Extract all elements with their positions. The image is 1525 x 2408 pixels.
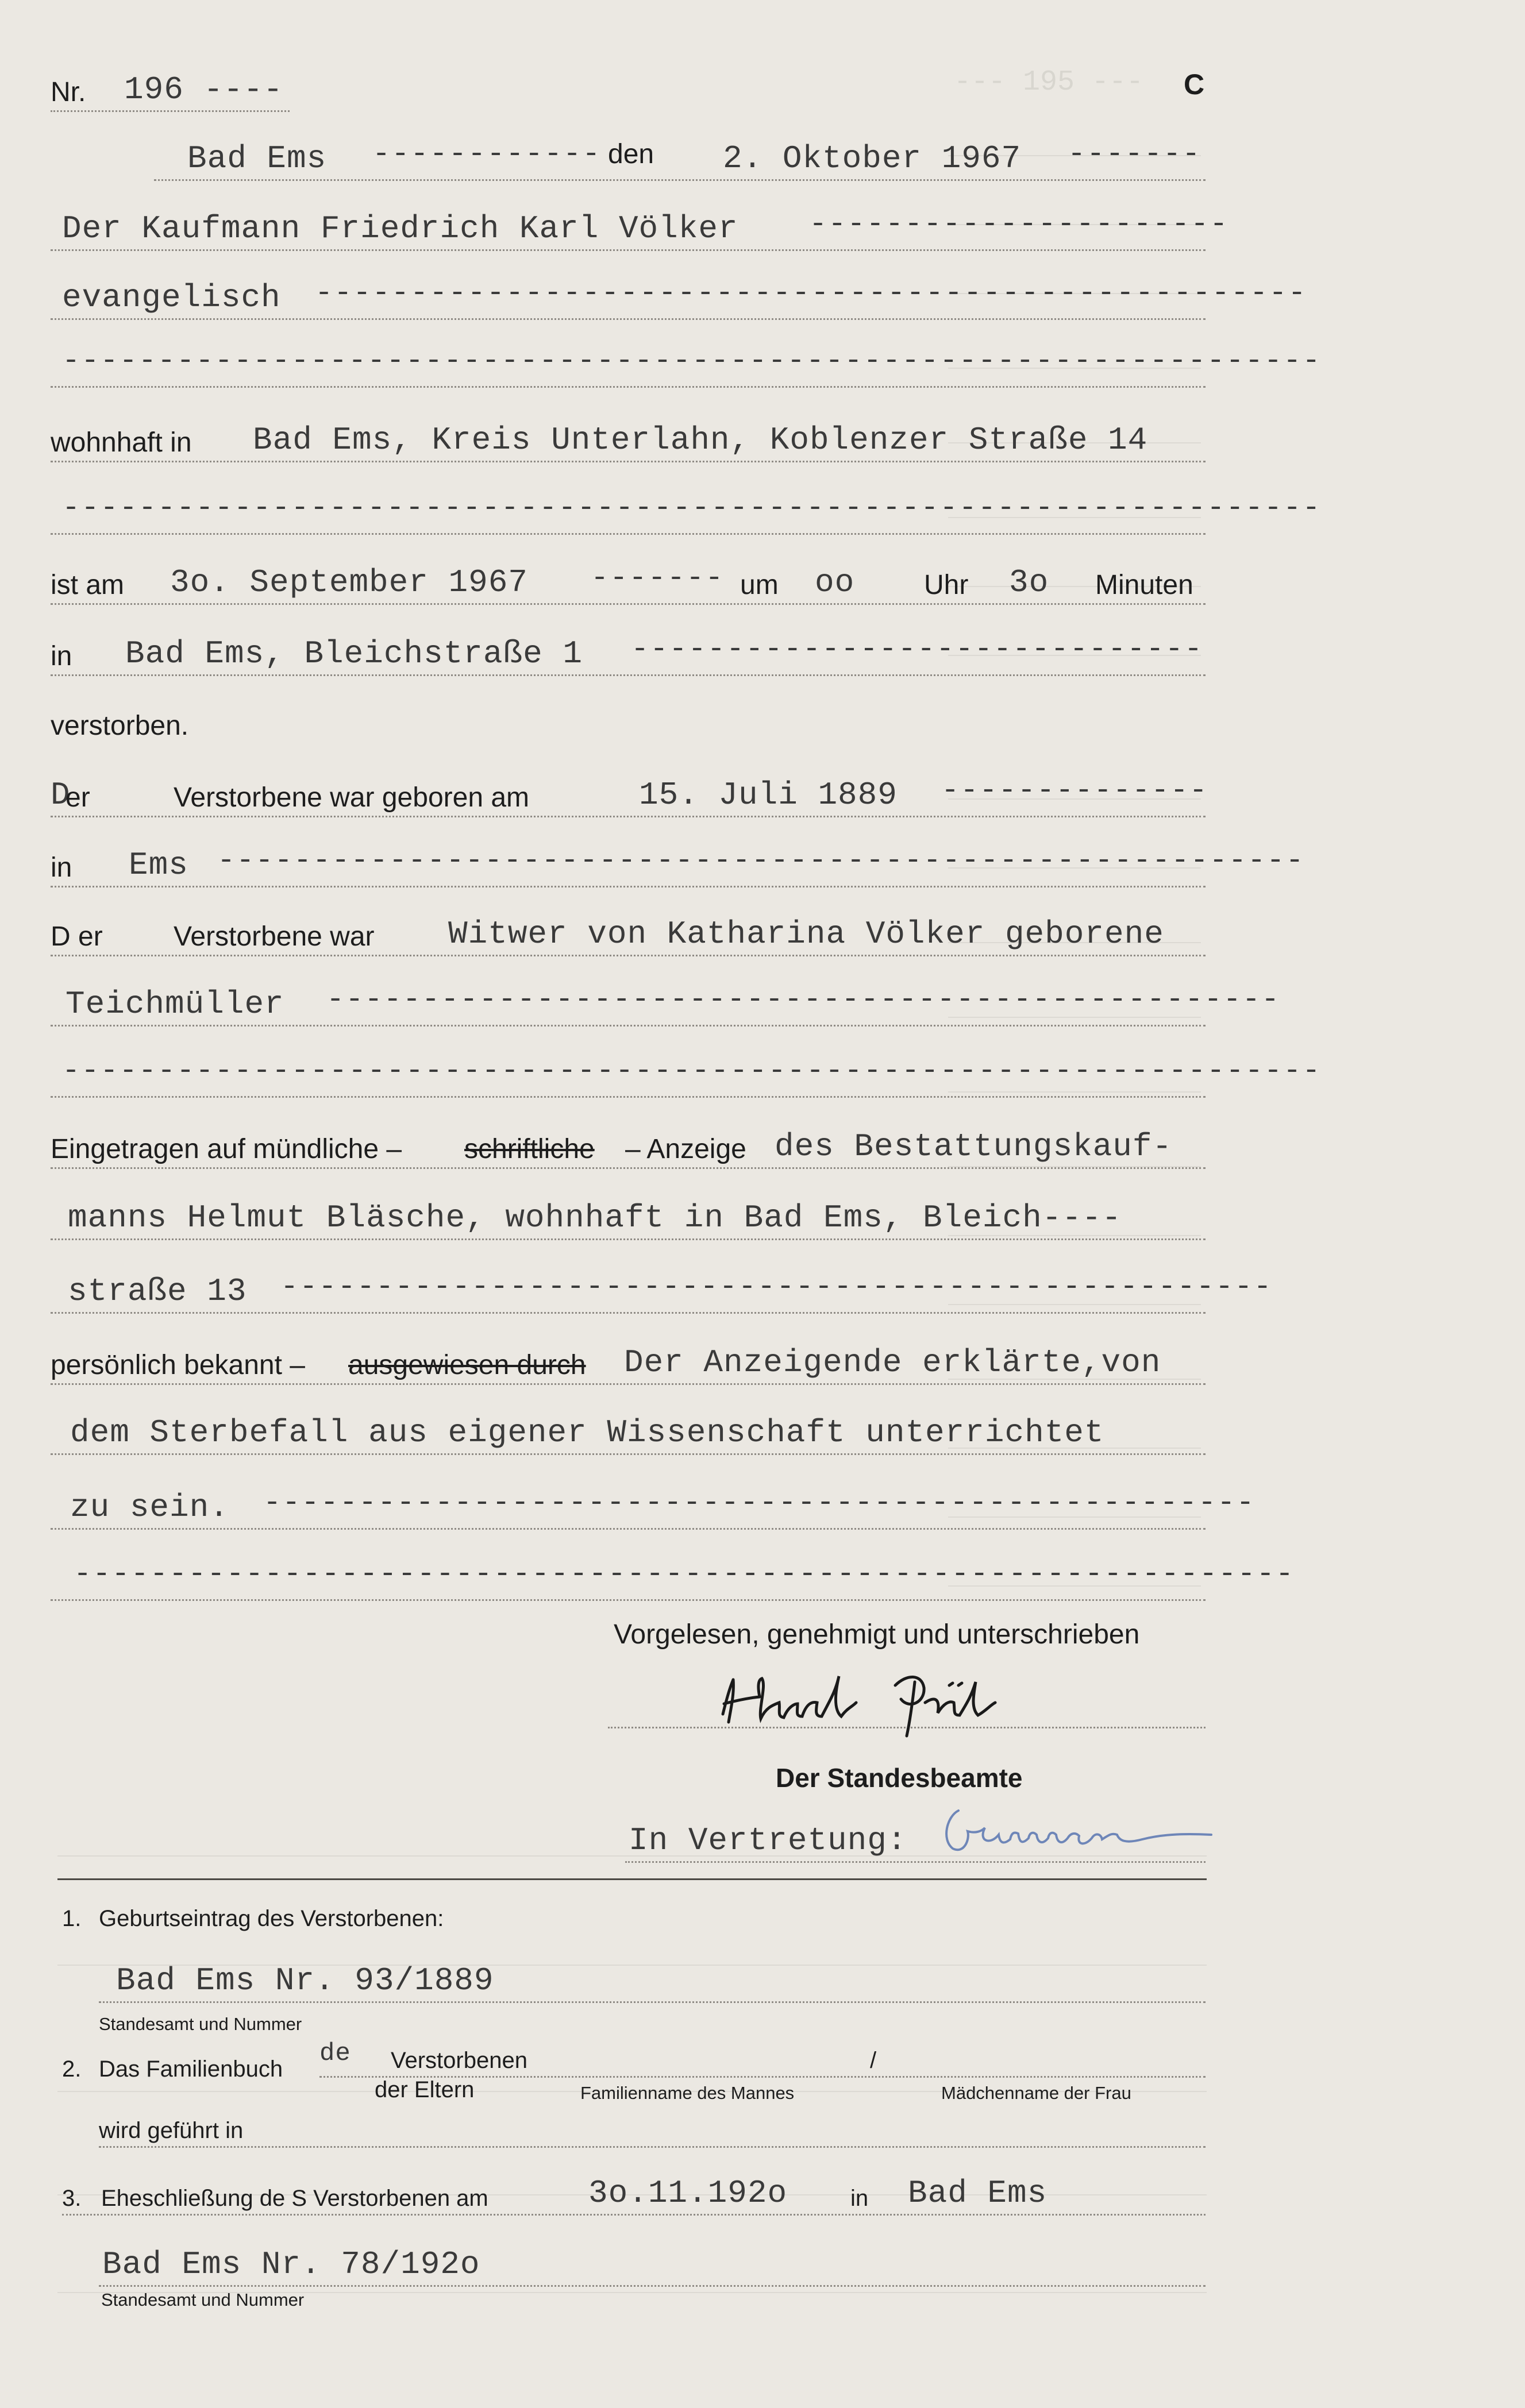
note2-option-deceased: Verstorbenen xyxy=(391,2048,527,2073)
note2-de-typed: de xyxy=(319,2039,351,2068)
statement-line3: zu sein. xyxy=(70,1489,229,1526)
note3-number: 3. xyxy=(62,2186,82,2211)
registration-label-end: – Anzeige xyxy=(625,1134,746,1164)
blank-row xyxy=(51,344,1322,388)
death-date: 3o. September 1967 xyxy=(170,564,528,601)
statement-row-2 xyxy=(51,1414,1206,1455)
registration-row-3 xyxy=(51,1270,1273,1314)
note2-label-kept: wird geführt in xyxy=(99,2118,244,2143)
blank-row xyxy=(51,491,1322,535)
registration-date: 2. Oktober 1967 xyxy=(723,140,1022,177)
birth-date: 15. Juli 1889 xyxy=(639,777,898,813)
registration-row xyxy=(51,1130,1206,1169)
registrar-signature-text: Gemmer xyxy=(935,1799,938,1800)
note1-caption: Standesamt und Nummer xyxy=(99,2014,302,2034)
identification-row xyxy=(51,1346,1206,1385)
filler-dashes: ---------------------------------------------------------------- xyxy=(74,1557,1295,1591)
religion-row xyxy=(51,276,1307,320)
entry-number-row xyxy=(51,71,290,112)
note3-row xyxy=(62,2177,1206,2216)
note2-option-parents: der Eltern xyxy=(375,2077,475,2102)
statement-line1: Der Anzeigende erklärte,von xyxy=(624,1344,1161,1381)
marital-status-row xyxy=(51,918,1206,956)
birth-prefix-typed: D xyxy=(51,777,71,813)
residence-label: wohnhaft in xyxy=(51,427,192,458)
note2-label: Das Familienbuch xyxy=(99,2056,283,2082)
filler-dashes: ---------------------- xyxy=(809,207,1229,241)
nr-value: 196 ---- xyxy=(124,71,283,108)
filler-dashes: -------------- xyxy=(941,774,1208,808)
registration-label-start: Eingetragen auf mündliche – xyxy=(51,1134,402,1164)
filler-dashes: -------------------------------------------------- xyxy=(326,983,1281,1017)
marital-status-row-2 xyxy=(51,983,1281,1027)
deputy-label: In Vertretung: xyxy=(629,1822,907,1859)
filler-dashes: ------------------------------------------------------------------ xyxy=(62,491,1322,525)
note2-kept-row xyxy=(99,2109,1206,2148)
registrar-signature xyxy=(935,1799,1234,1862)
note1-number: 1. xyxy=(62,1906,82,1931)
birth-label: Verstorbene war geboren am xyxy=(174,782,530,813)
deceased-name: Der Kaufmann Friedrich Karl Völker xyxy=(62,210,738,247)
note3-caption: Standesamt und Nummer xyxy=(101,2290,305,2310)
note3-in-label: in xyxy=(850,2186,869,2211)
birth-place-row xyxy=(51,844,1305,887)
residence-row xyxy=(51,424,1206,462)
informant-signature xyxy=(711,1662,1079,1737)
note3-register-row xyxy=(99,2248,1206,2287)
um-label: um xyxy=(740,570,779,600)
death-place: Bad Ems, Bleichstraße 1 xyxy=(125,635,583,672)
death-date-row xyxy=(51,561,1206,605)
corner-letter: C xyxy=(1184,68,1205,101)
birth-place: Ems xyxy=(129,847,188,883)
filler-dashes: --------------------------------------------------------- xyxy=(217,844,1305,878)
informant-signature-row xyxy=(608,1662,1206,1728)
filler-dashes: ------------------------------ xyxy=(631,632,1204,666)
religion-value: evangelisch xyxy=(62,279,281,316)
filler-dashes: ------------------------------------------------------------------ xyxy=(62,1054,1322,1088)
note2-slash: / xyxy=(870,2048,877,2073)
place-date-row xyxy=(154,137,1206,181)
birth-date-row xyxy=(51,774,1208,817)
section-divider xyxy=(57,1878,1207,1880)
marital-prefix: D er xyxy=(51,921,103,952)
marital-label: Verstorbene war xyxy=(174,921,375,952)
nr-label: Nr. xyxy=(51,77,86,107)
identification-label-struck: ausgewiesen durch xyxy=(348,1350,586,1380)
deceased-name-row xyxy=(51,207,1229,251)
filler-dashes: ------- xyxy=(1068,137,1201,171)
note2-caption-wife: Mädchenname der Frau xyxy=(941,2083,1131,2103)
in-label: in xyxy=(51,641,72,672)
death-place-row xyxy=(51,632,1206,676)
filler-dashes: ------- xyxy=(591,561,725,595)
registration-value-line2: manns Helmut Bläsche, wohnhaft in Bad Ems, Bleich---- xyxy=(68,1199,1122,1236)
in-label: in xyxy=(51,852,72,883)
verstorben-label: verstorben. xyxy=(51,711,189,741)
registration-value-line3: straße 13 xyxy=(68,1273,247,1310)
registration-place: Bad Ems xyxy=(187,140,327,177)
civil-register-page: --- 195 --- C Nr. 196 ---- Bad Ems ------------ den 2. Oktober 1967 ------- Der Kaufmann Friedrich Karl Völker ---------------------- evangelisch ---------------------------------------------------- ------------------------------------------------------------------ wohnhaft in Bad Ems, Kreis Unterlahn, Koblenzer Straße 14 ------------------------------------------------------------------ ist am 3o. September 1967 ------- um oo Uhr 3o Minuten in Bad Ems, Bleichstraße 1 ------------------------------ verstorben. D er Verstorbene war geboren am 15. Juli 1889 -------------- in Ems --------------------------------------------------------- D er Verstorbene war Witwer von Katharina Völker geborene Teichmüller -------------------------------------------------- ------------------------------------------------------------------ Eingetragen auf mündliche – schriftliche – Anzeige des Bestattungskauf- manns Helmut Bläsche, wohnhaft in Bad Ems, Bleich---- straße 13 ---------------------------------------------------- persönlich bekannt – ausgewiesen durch Der Anzeigende erklärte,von dem Sterbefall aus eigener Wissenschaft unterrichtet zu sein. ---------------------------------------------------- ---------------------------------------------------------------- Vorgelesen, genehmigt und unterschrieben Helmut Bläsche Der Standesbeamte In Vertretung: Gemmer 1. Geburtseintrag des Verstorbenen: Bad Ems Nr. 93/1889 Standesamt und Nummer 2. Das Familienbuch de Verstorbenen / der Eltern Familienname des Mannes Mädchenname der Frau wird geführt in 3. Eheschließung de S Verstorbenen am 3o.11.192o in Bad Ems Bad Ems Nr. 78/192o Standesamt und Nummer xyxy=(0,0,1525,2408)
note1-value: Bad Ems Nr. 93/1889 xyxy=(116,1962,494,1999)
statement-row-3 xyxy=(51,1486,1256,1530)
registration-label-struck: schriftliche xyxy=(464,1134,595,1164)
ist-am-label: ist am xyxy=(51,570,125,600)
filler-dashes: ------------ xyxy=(372,137,602,171)
note3-register: Bad Ems Nr. 78/192o xyxy=(102,2246,480,2283)
note3-label: Eheschließung de S Verstorbenen am xyxy=(101,2186,488,2211)
informant-signature-text: Helmut Bläsche xyxy=(711,1662,715,1663)
death-hour: oo xyxy=(815,564,855,601)
residence-value: Bad Ems, Kreis Unterlahn, Koblenzer Straße 14 xyxy=(253,422,1148,458)
identification-label-start: persönlich bekannt – xyxy=(51,1350,305,1380)
filler-dashes: ---------------------------------------------------- xyxy=(263,1486,1256,1520)
note1-label: Geburtseintrag des Verstorbenen: xyxy=(99,1906,444,1931)
registration-row-2 xyxy=(51,1199,1206,1240)
note3-date: 3o.11.192o xyxy=(588,2175,788,2212)
marital-value-line1: Witwer von Katharina Völker geborene xyxy=(448,916,1164,952)
registration-value-line1: des Bestattungskauf- xyxy=(775,1128,1173,1165)
deputy-row xyxy=(625,1799,1206,1863)
note2-number: 2. xyxy=(62,2056,82,2082)
note2-row xyxy=(319,2039,1206,2078)
registrar-title: Der Standesbeamte xyxy=(776,1763,1023,1793)
filler-dashes: ---------------------------------------------------- xyxy=(315,276,1307,310)
statement-line2: dem Sterbefall aus eigener Wissenschaft unterrichtet xyxy=(70,1414,1104,1451)
birth-prefix-printed: er xyxy=(66,782,90,813)
note2-caption-husband: Familienname des Mannes xyxy=(580,2083,795,2103)
note3-place: Bad Ems xyxy=(908,2175,1048,2212)
blank-row xyxy=(51,1557,1295,1601)
filler-dashes: ------------------------------------------------------------------ xyxy=(62,344,1322,378)
read-approved-label: Vorgelesen, genehmigt und unterschrieben xyxy=(614,1619,1140,1650)
minuten-label: Minuten xyxy=(1095,570,1193,600)
marital-value-line2: Teichmüller xyxy=(66,986,284,1022)
filler-dashes: ---------------------------------------------------- xyxy=(280,1270,1273,1304)
death-minutes: 3o xyxy=(1009,564,1049,601)
den-label: den xyxy=(608,139,654,169)
uhr-label: Uhr xyxy=(924,570,969,600)
note1-value-row xyxy=(99,1962,1206,2003)
blank-row xyxy=(51,1054,1322,1098)
